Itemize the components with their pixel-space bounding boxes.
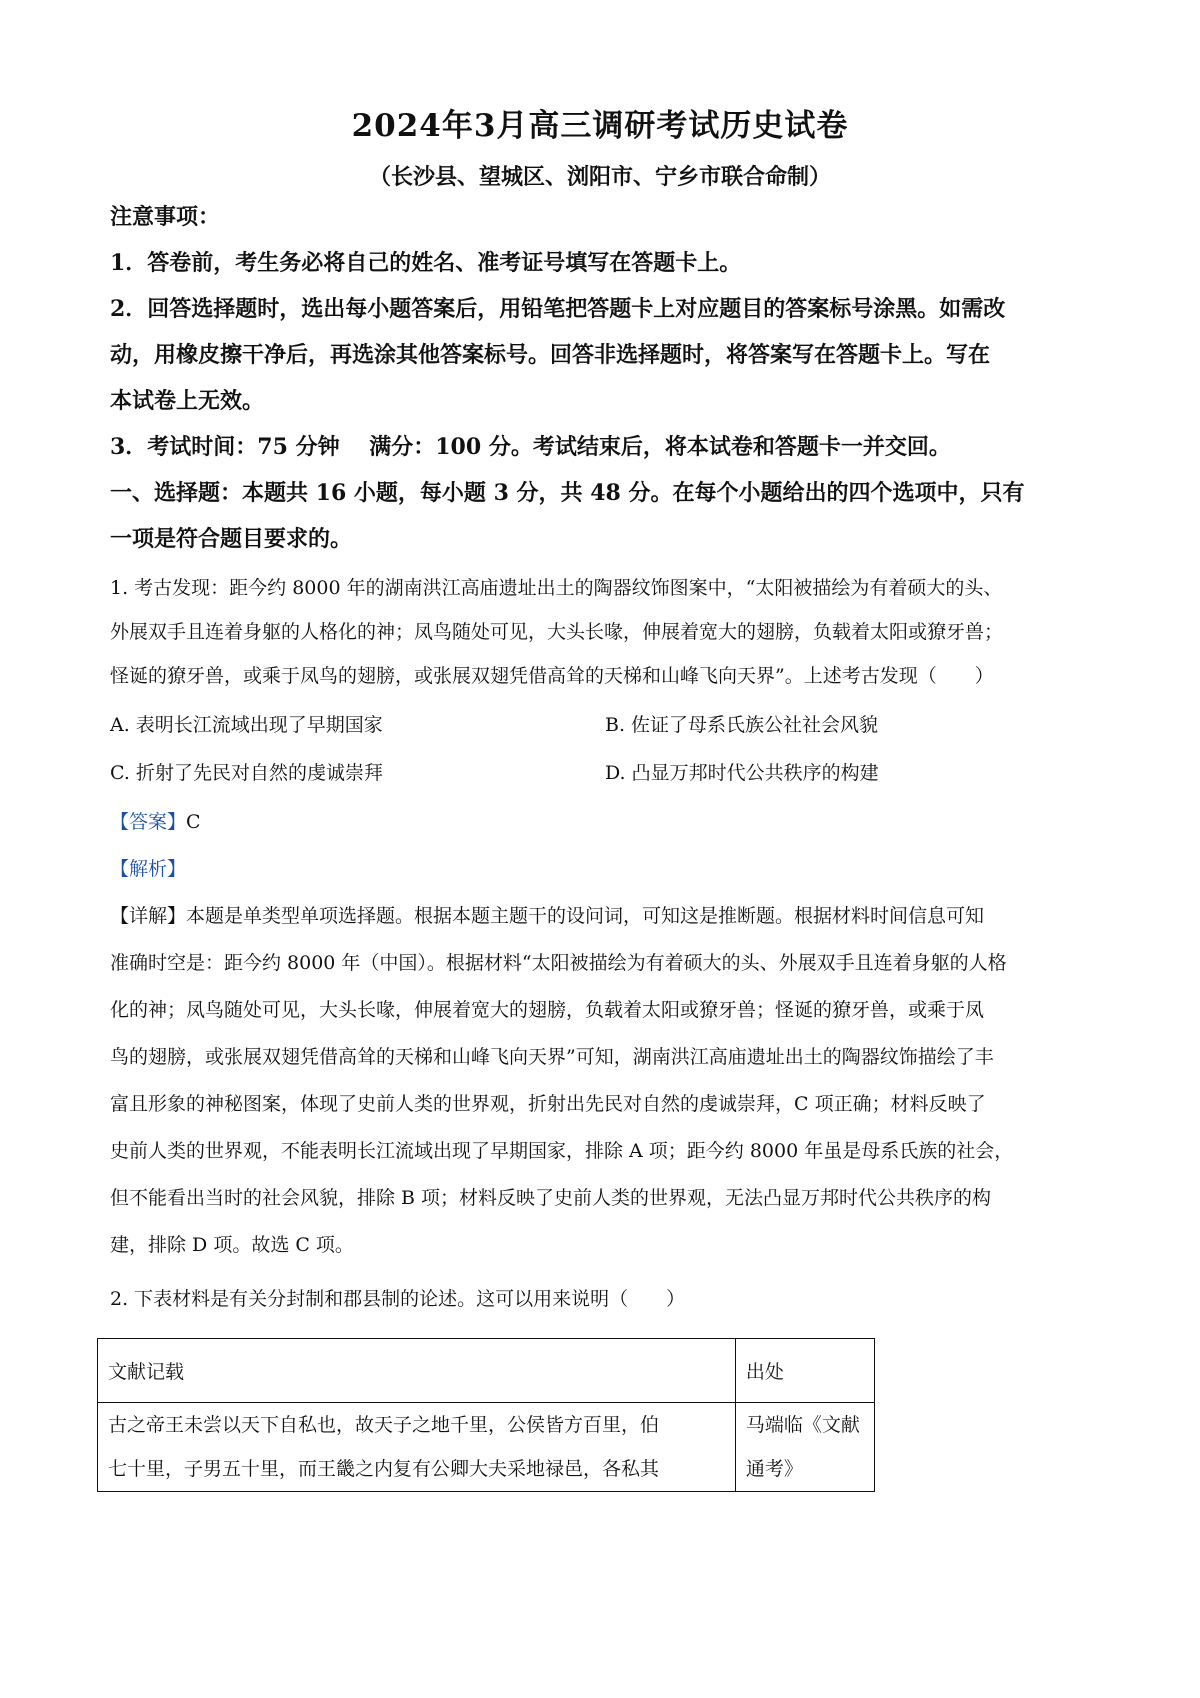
q1-detail-line-4: 鸟的翅膀，或张展双翅凭借高耸的天梯和山峰飞向天界”可知，湖南洪江高庙遗址出土的陶器纹饰描绘了丰: [110, 1046, 994, 1068]
table-row: [98, 1403, 875, 1492]
q1-stem-line-1: 1. 考古发现：距今约 8000 年的湖南洪江高庙遗址出土的陶器纹饰图案中，“太阳被描绘为有着硕大的头、: [110, 577, 1003, 599]
page-title: 2024年3月高三调研考试历史试卷: [351, 108, 849, 144]
table-cell-line: 古之帝王未尝以天下自私也，故天子之地千里，公侯皆方百里，伯: [108, 1414, 660, 1436]
q1-detail-line-3: 化的神；凤鸟随处可见，大头长喙，伸展着宽大的翅膀，负载着太阳或獠牙兽；怪诞的獠牙兽，或乘于凤: [110, 999, 985, 1021]
q1-detail-line-2: 准确时空是：距今约 8000 年（中国）。根据材料“太阳被描绘为有着硕大的头、外展双手且连着身躯的人格: [110, 952, 1007, 974]
source-table: [97, 1338, 875, 1492]
q1-option-d: D. 凸显万邦时代公共秩序的构建: [605, 762, 879, 784]
table-cell-line: 马端临《文献: [745, 1414, 860, 1436]
table-header-row: [98, 1339, 875, 1403]
q2-stem: 2. 下表材料是有关分封制和郡县制的论述。这可以用来说明（ ）: [110, 1288, 686, 1310]
notice-item-1: 1．答卷前，考生务必将自己的姓名、准考证号填写在答题卡上。: [110, 250, 742, 276]
notice-heading: 注意事项：: [110, 204, 221, 230]
q1-stem-line-2: 外展双手且连着身躯的人格化的神；凤鸟随处可见，大头长喙，伸展着宽大的翅膀，负载着太阳或獠牙兽；: [110, 621, 1004, 643]
q1-answer: [110, 800, 1100, 844]
q1-detail-line-6: 史前人类的世界观，不能表明长江流域出现了早期国家，排除 A 项；距今约 8000 年虽是母系氏族的社会，: [110, 1140, 1014, 1162]
table-cell-source: [735, 1403, 874, 1492]
q1-detail-line-8: 建，排除 D 项。故选 C 项。: [110, 1234, 354, 1256]
q1-detail-line-1: 【详解】本题是单类型单项选择题。根据本题主题干的设问词，可知这是推断题。根据材料时间信息可知: [110, 905, 985, 927]
notice-item-3: 3．考试时间：75 分钟 满分：100 分。考试结束后，将本试卷和答题卡一并交回。: [110, 434, 951, 460]
table-cell-text: [98, 1403, 736, 1492]
table-header-cell: 文献记载: [98, 1339, 736, 1403]
notice-item-2-line-3: 本试卷上无效。: [110, 388, 265, 414]
page-subtitle: （长沙县、望城区、浏阳市、宁乡市联合命制）: [368, 164, 831, 190]
table-cell-line: 通考》: [745, 1458, 803, 1480]
q1-option-b: B. 佐证了母系氏族公社社会风貌: [605, 714, 879, 736]
q1-option-a: A. 表明长江流域出现了早期国家: [110, 714, 383, 736]
notice-item-2-line-2: 动，用橡皮擦干净后，再选涂其他答案标号。回答非选择题时，将答案写在答题卡上。写在: [110, 342, 991, 368]
table-cell-line: 七十里，子男五十里，而王畿之内复有公卿大夫采地禄邑，各私其: [108, 1458, 660, 1480]
q1-detail-line-7: 但不能看出当时的社会风貌，排除 B 项；材料反映了史前人类的世界观，无法凸显万邦时代公共秩序的构: [110, 1187, 992, 1209]
q1-stem-line-3: 怪诞的獠牙兽，或乘于凤鸟的翅膀，或张展双翅凭借高耸的天梯和山峰飞向天界”。上述考古发现（ ）: [110, 665, 994, 687]
q1-detail-line-5: 富且形象的神秘图案，体现了史前人类的世界观，折射出先民对自然的虔诚崇拜，C 项正确；材料反映了: [110, 1093, 986, 1115]
answer-tag: 【答案】: [110, 811, 187, 833]
analysis-tag: 【解析】: [110, 858, 187, 880]
table-header-cell: 出处: [735, 1339, 874, 1403]
notice-item-2-line-1: 2．回答选择题时，选出每小题答案后，用铅笔把答题卡上对应题目的答案标号涂黑。如需改: [110, 296, 1006, 322]
section-heading-line-2: 一项是符合题目要求的。: [110, 526, 353, 552]
answer-value: C: [186, 811, 201, 833]
section-heading-line-1: 一、选择题：本题共 16 小题，每小题 3 分，共 48 分。在每个小题给出的四个选项中，只有: [110, 480, 1025, 506]
q1-option-c: C. 折射了先民对自然的虔诚崇拜: [110, 762, 383, 784]
